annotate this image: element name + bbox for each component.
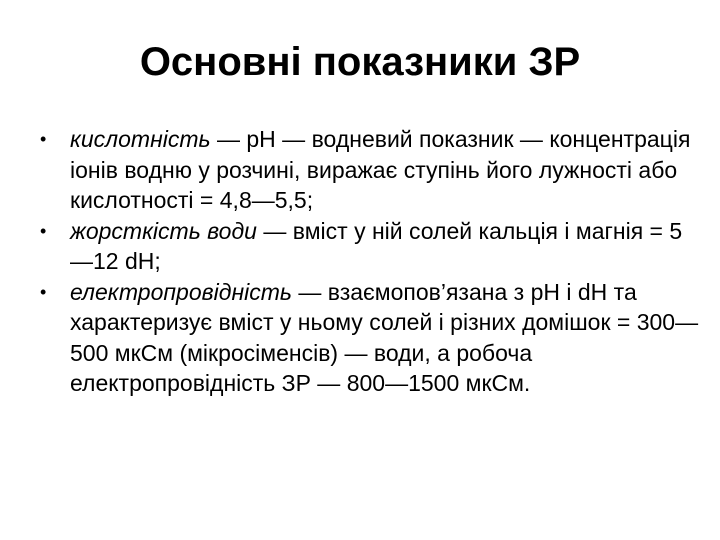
bullet-text: — вміст у ній солей кальція і магнія = 5—12 dH;	[70, 217, 683, 274]
bullet-term: електропровідність	[70, 278, 292, 305]
slide-title: Основні показники ЗР	[139, 40, 581, 84]
bullet-item-hardness	[36, 216, 700, 277]
bullet-item-conductivity	[36, 277, 700, 399]
bullet-term: кислотність	[70, 126, 211, 152]
bullet-list	[36, 124, 700, 399]
bullet-text: — взаємопов’язана з pH і dH та характеризує вміст у ньому солей і різних домішок = 300—500 мкСм (мікросіменсів) — води, а робоча електропровідність ЗР — 800—1500 мкСм.	[70, 278, 699, 396]
bullet-term: жорсткість води	[70, 217, 257, 244]
bullet-text: — pH — водневий показник — концентрація іонів водню у розчині, виражає ступінь його лужності або кислотності = 4,8—5,5;	[70, 126, 691, 213]
bullet-marker: •	[40, 220, 47, 241]
bullet-marker: •	[40, 281, 47, 302]
bullet-marker: •	[40, 129, 47, 149]
bullet-item-acidity	[36, 124, 700, 216]
